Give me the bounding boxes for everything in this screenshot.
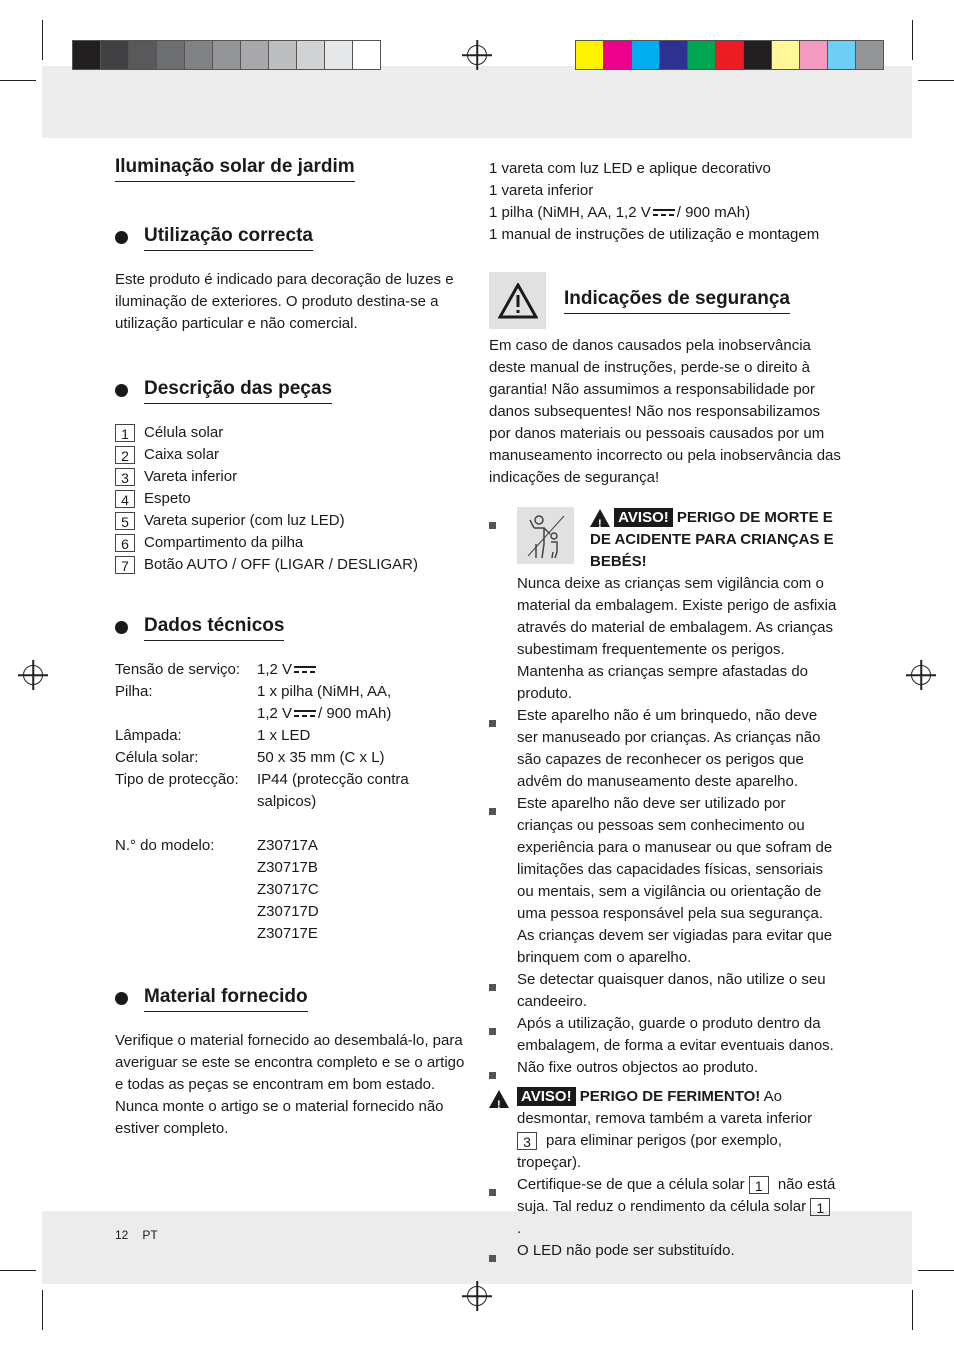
dc-symbol-icon [294, 710, 316, 718]
model-list [257, 835, 319, 945]
part-number: 3 [115, 468, 135, 486]
voltage-value: 1,2 V [257, 661, 293, 678]
square-bullet-icon [489, 522, 496, 529]
square-bullet-icon [489, 1189, 496, 1196]
registration-mark-icon [911, 665, 931, 685]
gray-swatch [212, 40, 240, 70]
safety-text: Certifique-se de que a célula solar [517, 1176, 745, 1193]
part-reference: 3 [517, 1132, 537, 1150]
part-number: 5 [115, 512, 135, 530]
safety-text: não está suja. Tal reduz o rendimento da célula solar [517, 1176, 836, 1215]
list-item [489, 1240, 841, 1269]
part-label: Vareta superior (com luz LED) [144, 512, 345, 529]
square-bullet-icon [489, 984, 496, 991]
list-item [489, 793, 841, 969]
tech-label-empty [115, 703, 257, 725]
list-item: 1 vareta com luz LED e aplique decorativo [489, 160, 771, 177]
model-number: Z30717D [257, 903, 319, 920]
tech-row [115, 659, 467, 681]
square-bullet-icon [489, 1028, 496, 1035]
parts-list [115, 422, 467, 576]
crop-mark [42, 20, 43, 60]
tech-label: Lâmpada: [115, 727, 182, 744]
list-item [489, 705, 841, 793]
list-item [115, 488, 467, 510]
list-item [489, 1057, 841, 1086]
tech-label: Tensão de serviço: [115, 661, 241, 678]
safety-text: Se detectar quaisquer danos, não utilize o seu candeeiro. [517, 971, 826, 1010]
part-reference: 1 [749, 1176, 769, 1194]
section-bullet-icon [115, 621, 128, 634]
tech-row [115, 747, 467, 769]
list-item: 1 manual de instruções de utilização e montagem [489, 226, 820, 243]
part-number: 1 [115, 424, 135, 442]
list-item [489, 1086, 841, 1174]
color-swatch [799, 40, 827, 70]
supplied-battery: 1 pilha (NiMH, AA, 1,2 V [489, 204, 651, 221]
tech-label: Célula solar: [115, 749, 199, 766]
color-swatch [743, 40, 771, 70]
safety-text: Este aparelho não é um brinquedo, não deve ser manuseado por crianças. As crianças não são capazes de reconhecer os perigos que advêm do manuseamento deste aparelho. [517, 707, 821, 790]
safety-text: para eliminar perigos (por exemplo, tropeçar). [517, 1132, 782, 1171]
aviso-badge: AVISO! [614, 508, 673, 527]
crop-mark [912, 1290, 913, 1330]
safety-text: Não fixe outros objectos ao produto. [517, 1059, 758, 1076]
section-bullet-icon [115, 384, 128, 397]
tech-value: IP44 (protecção contra salpicos) [257, 771, 409, 810]
color-swatch [771, 40, 799, 70]
color-swatch [659, 40, 687, 70]
registration-mark-icon [23, 665, 43, 685]
square-bullet-icon [489, 720, 496, 727]
section-bullet-icon [115, 231, 128, 244]
list-item [115, 554, 467, 576]
part-label: Caixa solar [144, 446, 220, 463]
registration-mark-icon [467, 45, 487, 65]
tech-row [115, 725, 467, 747]
square-bullet-icon [489, 1072, 496, 1079]
safety-text: Após a utilização, guarde o produto dentro da embalagem, de forma a evitar eventuais danos. [517, 1015, 834, 1054]
aviso-badge: AVISO! [517, 1087, 576, 1106]
process-color-bar [575, 40, 884, 70]
section-use-heading [115, 224, 467, 251]
registration-mark-icon [467, 1286, 487, 1306]
color-swatch [715, 40, 743, 70]
language-code: PT [142, 1228, 158, 1242]
tech-row [115, 681, 467, 703]
list-item [489, 202, 841, 224]
section-use-text: Este produto é indicado para decoração de luzes e iluminação de exteriores. O produto destina-se a utilização particular e não comercial. [115, 271, 454, 332]
tech-label: Pilha: [115, 683, 153, 700]
warning-triangle-icon [489, 272, 546, 329]
child-warning-text: Nunca deixe as crianças sem vigilância com o material da embalagem. Existe perigo de asfixia através do material de embalagem. As crianças subestimam frequentemente os perigos. Mantenha as crianças sempre afastadas do produto. [517, 575, 837, 702]
gray-swatch [324, 40, 352, 70]
gray-swatch [296, 40, 324, 70]
gray-swatch [156, 40, 184, 70]
color-swatch [855, 40, 884, 70]
part-number: 4 [115, 490, 135, 508]
model-number: Z30717A [257, 837, 318, 854]
color-swatch [827, 40, 855, 70]
list-item [115, 510, 467, 532]
safety-text: Este aparelho não deve ser utilizado por crianças ou pessoas sem conhecimento ou experiência para o manusear ou que sofram de limitações das capacidades físicas, sensoriais ou mentais, sem a vigilância ou orientação de uma pessoa responsável pela sua segurança. As crianças devem ser vigiadas para evitar que brinquem com o aparelho. [517, 795, 833, 966]
section-parts-heading [115, 377, 467, 404]
part-number: 6 [115, 534, 135, 552]
dc-symbol-icon [653, 209, 675, 217]
supplied-list [489, 158, 841, 246]
battery-capacity: / 900 mAh) [318, 705, 392, 722]
gray-swatch [72, 40, 100, 70]
warning-icon: ! [489, 1090, 509, 1108]
part-reference: 1 [810, 1198, 830, 1216]
safety-intro: Em caso de danos causados pela inobservância deste manual de instruções, perde-se o direito à garantia! Não assumimos a responsabilidade por danos subsequentes! Não nos responsabilizamos por danos materiais ou pessoais causados por um manuseamento incorrecto ou pela inobservância das indicações de segurança! [489, 337, 841, 486]
tech-value [257, 659, 318, 681]
safety-text: O LED não pode ser substituído. [517, 1242, 735, 1259]
tech-row [115, 703, 467, 725]
page-title: Iluminação solar de jardim [115, 155, 355, 182]
tech-label: N.° do modelo: [115, 837, 215, 854]
list-item [115, 444, 467, 466]
section-bullet-icon [115, 992, 128, 1005]
list-item [115, 422, 467, 444]
tech-value: 1 x LED [257, 727, 311, 744]
safety-title: Indicações de segurança [564, 287, 790, 314]
page-number: 12 [115, 1228, 129, 1242]
model-number: Z30717C [257, 881, 319, 898]
tech-row [115, 835, 467, 945]
child-warning-icon [517, 507, 574, 564]
section-supplied-title: Material fornecido [144, 985, 308, 1012]
section-tech-heading [115, 614, 467, 641]
square-bullet-icon [489, 1255, 496, 1262]
tech-label: Tipo de protecção: [115, 771, 239, 788]
tech-row [115, 769, 467, 813]
tech-value: 50 x 35 mm (C x L) [257, 749, 385, 766]
list-item [489, 1013, 841, 1057]
part-label: Célula solar [144, 424, 224, 441]
supplied-battery-capacity: / 900 mAh) [676, 204, 751, 221]
crop-mark [0, 80, 36, 81]
crop-mark [918, 80, 954, 81]
crop-mark [42, 1290, 43, 1330]
tech-value [257, 703, 391, 725]
square-bullet-icon [489, 808, 496, 815]
list-item: Certifique-se de que a célula solar 1 não está suja. Tal reduz o rendimento da célula solar 1. [489, 1174, 841, 1240]
model-number: Z30717B [257, 859, 318, 876]
section-supplied-heading [115, 985, 467, 1012]
gray-swatch [184, 40, 212, 70]
section-supplied-text: Verifique o material fornecido ao desembalá-lo, para averiguar se este se encontra completo e se o artigo e todas as peças se encontram em bom estado. Nunca monte o artigo se o material fornecido não estiver completo. [115, 1032, 465, 1137]
tech-table [115, 659, 467, 945]
color-swatch [687, 40, 715, 70]
list-item [115, 532, 467, 554]
warning-icon: ! [590, 509, 610, 527]
part-label: Vareta inferior [144, 468, 238, 485]
list-item [489, 969, 841, 1013]
gray-swatch [128, 40, 156, 70]
gray-swatch [352, 40, 381, 70]
battery-voltage: 1,2 V [257, 705, 293, 722]
safety-heading [489, 272, 841, 329]
color-swatch [575, 40, 603, 70]
list-item: 1 vareta inferior [489, 182, 594, 199]
child-warning-title: PERIGO DE MORTE E DE ACIDENTE PARA CRIANÇAS E BEBÉS! [590, 509, 834, 570]
part-label: Compartimento da pilha [144, 534, 304, 551]
list-item [489, 507, 841, 705]
gray-color-bar [72, 40, 381, 70]
section-use-title: Utilização correcta [144, 224, 313, 251]
left-column [115, 155, 467, 1140]
tech-value: 1 x pilha (NiMH, AA, [257, 683, 392, 700]
part-number: 7 [115, 556, 135, 574]
crop-mark [0, 1270, 36, 1271]
color-swatch [631, 40, 659, 70]
right-column [489, 158, 841, 1269]
part-label: Espeto [144, 490, 191, 507]
gray-swatch [240, 40, 268, 70]
color-swatch [603, 40, 631, 70]
part-number: 2 [115, 446, 135, 464]
section-parts-title: Descrição das peças [144, 377, 332, 404]
dc-symbol-icon [294, 666, 316, 674]
model-number: Z30717E [257, 925, 318, 942]
crop-mark [912, 20, 913, 60]
crop-mark [918, 1270, 954, 1271]
section-tech-title: Dados técnicos [144, 614, 284, 641]
part-label: Botão AUTO / OFF (LIGAR / DESLIGAR) [144, 556, 418, 573]
gray-swatch [268, 40, 296, 70]
header-band [42, 66, 912, 138]
safety-text: Ao desmontar, remova também a vareta inferior [517, 1088, 813, 1127]
list-item [115, 466, 467, 488]
gray-swatch [100, 40, 128, 70]
injury-title: PERIGO DE FERIMENTO! [579, 1088, 761, 1105]
page-footer [115, 1228, 172, 1242]
